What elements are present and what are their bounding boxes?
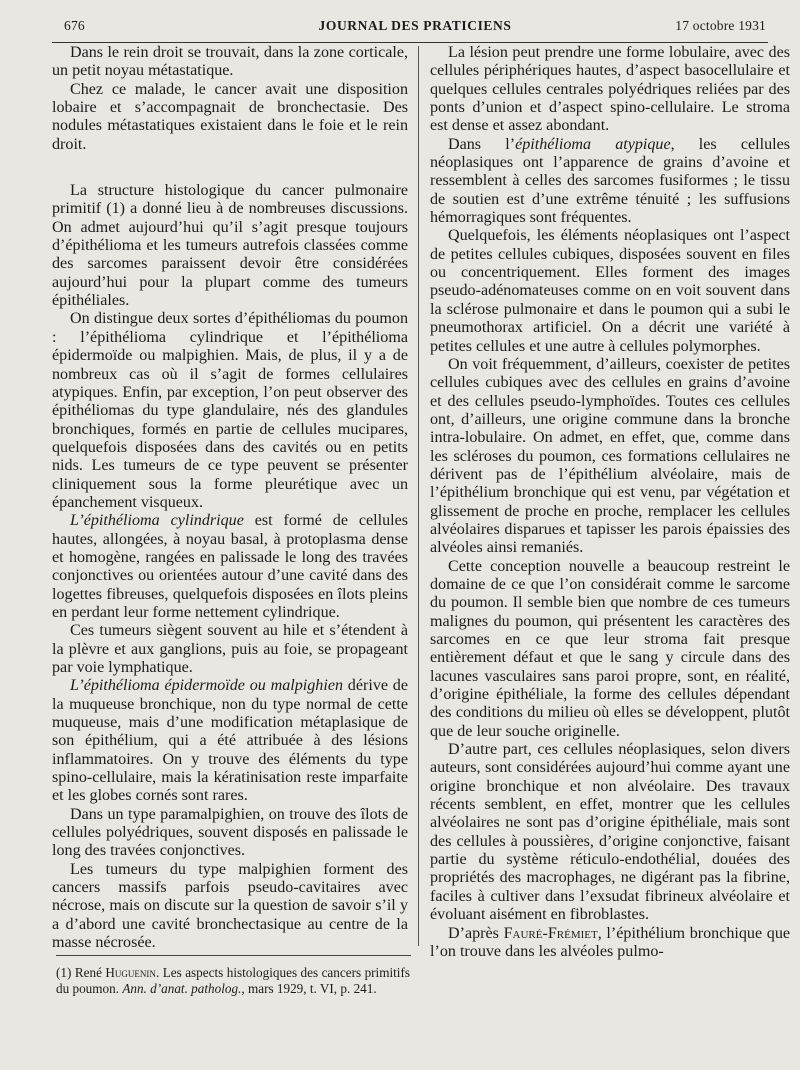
paragraph-text: , les cellules néoplasiques ont l’apparence de grains d’avoine et ressemblent à celles des sarcomes fusiformes ; le tissu de soutien est d’une extrême ténuité ; les suffusions hémorragiques sont fréquentes. — [430, 135, 790, 227]
paragraph — [52, 677, 408, 805]
section-gap — [52, 154, 408, 182]
paragraph: Les tumeurs du type malpighien forment des cancers massifs parfois pseudo-cavitaires avec nécrose, mais on discute sur la question de savoir s’il y a d’abord une cavité bronchectasique au centre de la masse nécrosée. — [52, 860, 408, 952]
running-header — [50, 16, 780, 38]
paragraph: D’autre part, ces cellules néoplasiques, selon divers auteurs, sont considérées aujourd’hui comme ayant une origine bronchique et non alvéolaire. Des travaux récents semblent, en effet, montrer que les cellules alvéolaires ne sont pas d’origine épithéliale, mais sont des cellules à poussières, d’origine conjonctive, faisant partie du système réticulo-endothélial, douées des propriétés des macrophages, ne digérant pas la fibrine, faciles à cultiver dans l’exsudat fibrineux alvéolaire et évoluant aisément en fibroblastes. — [430, 741, 790, 924]
italic-term: épithélioma atypique — [515, 135, 671, 153]
footnote — [56, 965, 410, 996]
paragraph — [52, 512, 408, 622]
paragraph: La lésion peut prendre une forme lobulaire, avec des cellules périphériques hautes, d’aspect basocellulaire et quelques cellules centrales polyédriques reliées par des ponts d’union et d’aspect spino-cellulaire. Le stroma est dense et assez abondant. — [430, 44, 790, 135]
paragraph: La structure histologique du cancer pulmonaire primitif (1) a donné lieu à de nombreuses discussions. On admet aujourd’hui qu’il s’agit presque toujours d’épithélioma et les tumeurs autrefois classées comme des sarcomes paraissent devoir être considérées aujourd’hui pour la plupart comme des tumeurs épithéliales. — [52, 182, 408, 310]
left-column — [52, 44, 408, 953]
footnote-author: Huguenin — [105, 965, 156, 980]
paragraph: On distingue deux sortes d’épithéliomas du poumon : l’épithélioma cylindrique et l’épithélioma épidermoïde ou malpighien. Mais, de plus, il y a de nombreux cas où il s’agit de formes cellulaires atypiques. Enfin, par exception, l’on peut observer des épithéliomas du type glandulaire, nés des glandules bronchiques, formés en partie de cellules mucipares, quelquefois disposées dans des cavités ou en petits nids. Les tumeurs de ce type peuvent se présenter cliniquement sous la forme pleurétique avec un épanchement visqueux. — [52, 310, 408, 511]
paragraph-text: D’après — [448, 924, 504, 942]
paragraph-text: est formé de cellules hautes, allongées, à noyau basal, à protoplasma dense et homogène, rangées en palissade le long des travées conjonctives ou orientées autour d’une cavité dans des logettes fibreuses, quelquefois disposées en îlots pleins en perdant leur forme nettement cylindrique. — [52, 512, 408, 621]
author-name: Fauré-Frémiet — [503, 924, 598, 942]
paragraph — [430, 925, 790, 962]
footnote-text: . Les aspects histologiques des cancers primitifs du poumon. — [56, 965, 410, 996]
paragraph: Quelquefois, les éléments néoplasiques ont l’aspect de petites cellules cubiques, disposées souvent en files ou concentriquement. Elles forment des images pseudo-adénomateuses comme on en voit souvent dans la sclérose pulmonaire et dans le poumon qui a subi le pneumothorax artificiel. On a décrit une variété à petites cellules et une autre à cellules polymorphes. — [430, 227, 790, 355]
footnote-ref: , mars 1929, t. VI, p. 241. — [241, 980, 377, 996]
paragraph: Ces tumeurs siègent souvent au hile et s’étendent à la plèvre et aux ganglions, puis au foie, se propageant par voie lymphatique. — [52, 622, 408, 676]
header-rule — [52, 42, 768, 43]
footnote-journal: Ann. d’anat. patholog. — [122, 980, 242, 996]
paragraph: Dans le rein droit se trouvait, dans la zone corticale, un petit noyau métastatique. — [52, 44, 408, 80]
issue-date: 17 octobre 1931 — [675, 18, 766, 33]
footnote-rule — [56, 955, 411, 956]
italic-lead: L’épithélioma cylindrique — [70, 512, 244, 530]
right-column — [430, 44, 790, 961]
footnote-marker: (1) René — [56, 965, 106, 980]
column-divider — [418, 46, 419, 946]
paragraph: Chez ce malade, le cancer avait une disposition lobaire et s’accompagnait de bronchectasie. Des nodules métastatiques existaient dans le foie et le rein droit. — [52, 80, 408, 153]
paragraph-text: , l’épithélium bronchique que l’on trouve dans les alvéoles pulmo- — [430, 924, 791, 960]
paragraph-text: Dans l’ — [448, 135, 516, 153]
italic-lead: L’épithélioma épidermoïde ou malpighien — [70, 677, 344, 695]
page-number: 676 — [64, 18, 85, 33]
paragraph: On voit fréquemment, d’ailleurs, coexister de petites cellules cubiques avec des cellules en grains d’avoine et des cellules pseudo-lymphoïdes. Toutes ces cellules ont, d’ailleurs, une origine commune dans la bronche intra-lobulaire. On admet, en effet, que, comme dans les scléroses du poumon, ces formations cellulaires ne dérivent pas de l’épithélium alvéolaire, mais de l’épithélium bronchique qui est venu, par végétation et glissement de proche en proche, remplacer les cellules alvéolaires disparues et tapisser les parois épaissies des alvéoles ainsi remaniés. — [430, 355, 790, 557]
paragraph — [430, 136, 790, 228]
journal-title: JOURNAL DES PRATICIENS — [318, 18, 512, 33]
paragraph: Dans un type paramalpighien, on trouve des îlots de cellules polyédriques, souvent disposés en palissade le long des travées conjonctives. — [52, 805, 408, 860]
paragraph-text: dérive de la muqueuse bronchique, non du type normal de cette muqueuse, mais d’une modification métaplasique de son épithélium, qui a été attribuée à des lésions inflammatoires. On y trouve des éléments du type spino-cellulaire, mais la kératinisation reste imparfaite et les globes cornés sont rares. — [52, 677, 408, 805]
paragraph: Cette conception nouvelle a beaucoup restreint le domaine de ce que l’on considérait comme le sarcome du poumon. Il semble bien que nombre de ces tumeurs malignes du poumon, qui présentent les caractères des sarcomes en ce que leur stroma fait presque entièrement défaut et que le sang y circule dans des lacunes vasculaires sans paroi propre, sont, en réalité, d’origine épithéliale, la forme des cellules dépendant des conditions du milieu où elles se développent, plutôt que de leur souche originelle. — [430, 557, 790, 740]
